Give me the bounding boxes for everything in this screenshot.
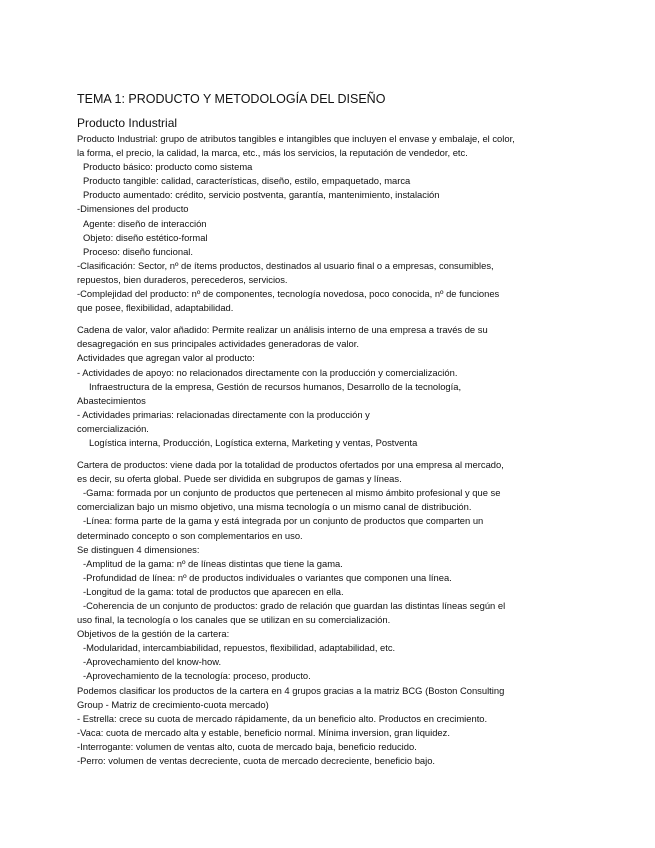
text-line: - Actividades primarias: relacionadas directamente con la producción y xyxy=(77,408,370,420)
text-line: es decir, su oferta global. Puede ser dividida en subgrupos de gamas y líneas. xyxy=(77,473,402,485)
text-line: -Gama: formada por un conjunto de productos que pertenecen al mismo ámbito profesional y que se xyxy=(83,487,501,499)
text-line: -Dimensiones del producto xyxy=(77,203,189,215)
paragraph-gap xyxy=(77,450,577,458)
text-line: -Modularidad, intercambiabilidad, repuestos, flexibilidad, adaptabilidad, etc. xyxy=(83,642,396,654)
text-line: uso final, la tecnología o los canales que se utilizan en su comercialización. xyxy=(77,614,391,626)
text-line: -Aprovechamiento de la tecnología: proceso, producto. xyxy=(83,670,311,682)
text-line: -Interrogante: volumen de ventas alto, cuota de mercado baja, beneficio reducido. xyxy=(77,740,417,752)
text-line: la forma, el precio, la calidad, la marca, etc., más los servicios, la reputación de vendedor, etc. xyxy=(77,147,468,159)
text-line: Podemos clasificar los productos de la cartera en 4 grupos gracias a la matriz BCG (Boston Consulting xyxy=(77,684,505,696)
text-line: Producto aumentado: crédito, servicio postventa, garantía, mantenimiento, instalación xyxy=(83,189,440,201)
text-line: Logística interna, Producción, Logística externa, Marketing y ventas, Postventa xyxy=(89,436,418,448)
document-title: TEMA 1: PRODUCTO Y METODOLOGÍA DEL DISEÑO xyxy=(77,92,386,106)
text-line: Objeto: diseño estético-formal xyxy=(83,231,208,243)
text-line: comercializan bajo un mismo objetivo, una misma tecnología o un mismo canal de distribución. xyxy=(77,501,472,513)
text-line: -Perro: volumen de ventas decreciente, cuota de mercado decreciente, beneficio bajo. xyxy=(77,755,436,767)
text-line: -Longitud de la gama: total de productos que aparecen en ella. xyxy=(83,585,344,597)
text-line: -Vaca: cuota de mercado alta y estable, beneficio normal. Mínima inversion, gran liquidez. xyxy=(77,726,450,738)
text-line: desagregación en sus principales actividades generadoras de valor. xyxy=(77,338,359,350)
text-line: Cadena de valor, valor añadido: Permite realizar un análisis interno de una empresa a través de su xyxy=(77,324,488,336)
text-line: -Coherencia de un conjunto de productos: grado de relación que guardan las distintas líneas según el xyxy=(83,600,506,611)
text-line: Actividades que agregan valor al producto: xyxy=(77,352,255,364)
text-line: -Línea: forma parte de la gama y está integrada por un conjunto de productos que comparten un xyxy=(83,515,484,527)
text-line: determinado concepto o son complementarios en uso. xyxy=(77,529,303,541)
text-line: Agente: diseño de interacción xyxy=(83,217,207,229)
text-line: -Complejidad del producto: nº de componentes, tecnología novedosa, poco conocida, nº de funciones xyxy=(77,288,500,300)
paragraph-cartera-de-productos xyxy=(77,458,577,768)
text-line: Producto tangible: calidad, características, diseño, estilo, empaquetado, marca xyxy=(83,175,411,187)
text-line: - Estrella: crece su cuota de mercado rápidamente, da un beneficio alto. Productos en crecimiento. xyxy=(77,712,488,724)
text-line: Producto básico: producto como sistema xyxy=(83,161,253,173)
text-line: Cartera de productos: viene dada por la totalidad de productos ofertados por una empresa al mercado, xyxy=(77,459,504,471)
text-line: -Clasificación: Sector, nº de ítems productos, destinados al usuario final o a empresas, consumibles, xyxy=(77,259,494,271)
text-line: Objetivos de la gestión de la cartera: xyxy=(77,628,230,640)
text-line: Abastecimientos xyxy=(77,394,146,406)
paragraph-producto-industrial xyxy=(77,132,577,315)
text-line: Producto Industrial: grupo de atributos tangibles e intangibles que incluyen el envase y embalaje, el color, xyxy=(77,133,515,144)
paragraph-cadena-de-valor xyxy=(77,323,577,450)
section-heading: Producto Industrial xyxy=(77,116,178,130)
text-line: - Actividades de apoyo: no relacionados directamente con la producción y comercialización. xyxy=(77,366,458,378)
paragraph-gap xyxy=(77,315,577,323)
document-page xyxy=(77,92,577,768)
text-line: Proceso: diseño funcional. xyxy=(83,245,193,257)
text-line: repuestos, bien duraderos, perecederos, servicios. xyxy=(77,273,288,285)
text-line: -Amplitud de la gama: nº de líneas distintas que tiene la gama. xyxy=(83,557,343,569)
text-line: -Aprovechamiento del know-how. xyxy=(83,656,222,668)
text-line: -Profundidad de línea: nº de productos individuales o variantes que componen una línea. xyxy=(83,571,452,583)
text-line: comercialización. xyxy=(77,422,149,434)
text-line: Group - Matriz de crecimiento-cuota mercado) xyxy=(77,698,269,710)
text-line: Se distinguen 4 dimensiones: xyxy=(77,543,200,555)
text-line: Infraestructura de la empresa, Gestión de recursos humanos, Desarrollo de la tecnología, xyxy=(89,380,462,392)
text-line: que posee, flexibilidad, adaptabilidad. xyxy=(77,302,234,314)
